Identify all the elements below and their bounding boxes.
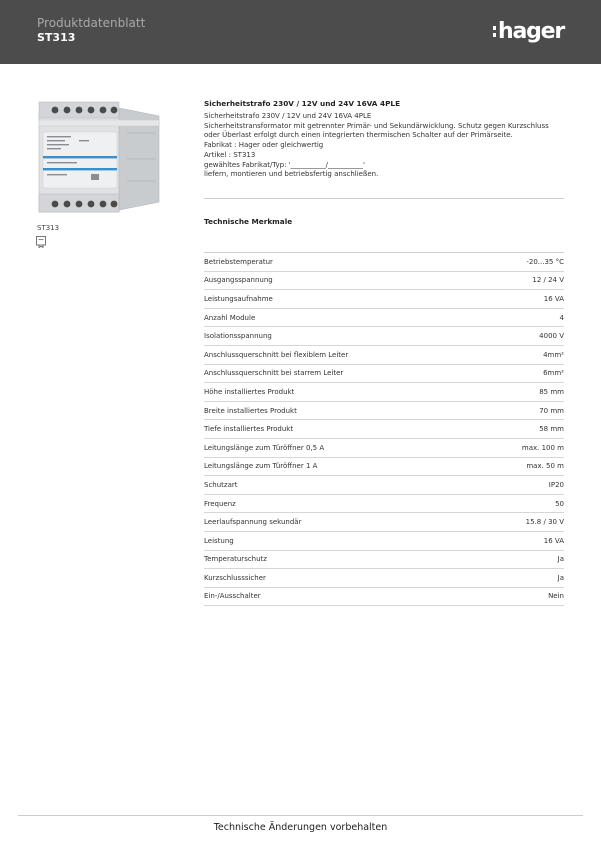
spec-label: Anschlussquerschnitt bei starrem Leiter [204,369,344,378]
spec-label: Frequenz [204,499,236,508]
document-type: Produktdatenblatt [37,16,146,30]
spec-label: Ausgangsspannung [204,276,273,285]
spec-label: Leerlaufspannung sekundär [204,518,302,527]
spec-value: IP20 [548,480,564,489]
document-id: ST313 [37,31,76,44]
spec-label: Kurzschlusssicher [204,573,266,582]
table-row [204,476,564,495]
logo-mark-icon [493,26,496,37]
spec-label: Anzahl Module [204,313,256,322]
footer-divider [18,815,583,816]
spec-value: max. 50 m [526,462,564,471]
table-row [204,272,564,291]
spec-label: Temperaturschutz [204,555,267,564]
table-row [204,327,564,346]
spec-value: 12 / 24 V [532,276,564,285]
spec-value: 50 [555,499,564,508]
din-rail-transformer-image [35,98,161,218]
specs-table [204,252,564,606]
table-row [204,402,564,421]
description-line: Fabrikat : Hager oder gleichwertig [204,141,324,150]
description-line: Sicherheitstrafo 230V / 12V und 24V 16VA 4PLE [204,112,372,120]
table-row [204,290,564,309]
spec-label: Betriebstemperatur [204,257,273,266]
spec-value: Ja [557,573,564,582]
spec-value: max. 100 m [521,443,564,452]
spec-value: 70 mm [539,406,564,415]
spec-value: 16 VA [543,294,564,303]
table-row [204,439,564,458]
product-description [204,112,569,180]
description-line: oder Überlast erfolgt durch einen integrierten thermischen Schalter auf der Primärseite. [204,131,513,140]
table-row [204,383,564,402]
spec-label: Leistungsaufnahme [204,294,273,303]
specs-title: Technische Merkmale [204,217,293,226]
spec-value: 16 VA [543,536,564,545]
hager-logo [493,18,564,44]
description-line: gewähltes Fabrikat/Typ: '__________/__________' [204,160,365,169]
spec-value: 6mm² [543,369,564,378]
table-row [204,588,564,607]
table-row [204,365,564,384]
spec-value: 4000 V [539,332,564,341]
spec-value: 4mm² [543,350,564,359]
spec-value: 4 [559,313,564,322]
footer-note: Technische Änderungen vorbehalten [213,822,388,833]
spec-label: Ein-/Ausschalter [204,592,261,601]
table-row [204,551,564,570]
spec-label: Schutzart [204,480,238,489]
table-row [204,309,564,328]
product-title: Sicherheitstrafo 230V / 12V und 24V 16VA 4PLE [204,99,401,108]
table-row [204,420,564,439]
table-row [204,253,564,272]
table-row [204,513,564,532]
spec-value: 58 mm [539,425,564,434]
spec-label: Höhe installiertes Produkt [204,387,295,396]
page-header [0,0,601,64]
description-line: liefern, montieren und betriebsfertig anschließen. [204,170,379,179]
spec-label: Leitungslänge zum Türöffner 1 A [204,462,318,471]
product-sku-label: ST313 [37,224,60,232]
spec-value: Nein [548,592,564,601]
logo-text: hager [498,18,565,44]
spec-label: Isolationsspannung [204,332,272,341]
spec-label: Anschlussquerschnitt bei flexiblem Leiter [204,350,349,359]
table-row [204,569,564,588]
description-line: Artikel : ST313 [204,150,256,159]
spec-label: Leitungslänge zum Türöffner 0,5 A [204,443,325,452]
spec-label: Breite installiertes Produkt [204,406,297,415]
table-row [204,495,564,514]
spec-label: Leistung [204,536,234,545]
spec-value: Ja [557,555,564,564]
certificate-icon [36,236,46,248]
spec-label: Tiefe installiertes Produkt [204,425,294,434]
table-row [204,346,564,365]
description-line: Sicherheitstransformator mit getrennter Primär- und Sekundärwicklung. Schutz gegen Kurzschluss [204,121,549,130]
table-row [204,458,564,477]
spec-value: 15.8 / 30 V [525,518,564,527]
section-divider [204,198,564,199]
spec-value: 85 mm [539,387,564,396]
spec-value: -20...35 °C [526,257,564,266]
table-row [204,532,564,551]
